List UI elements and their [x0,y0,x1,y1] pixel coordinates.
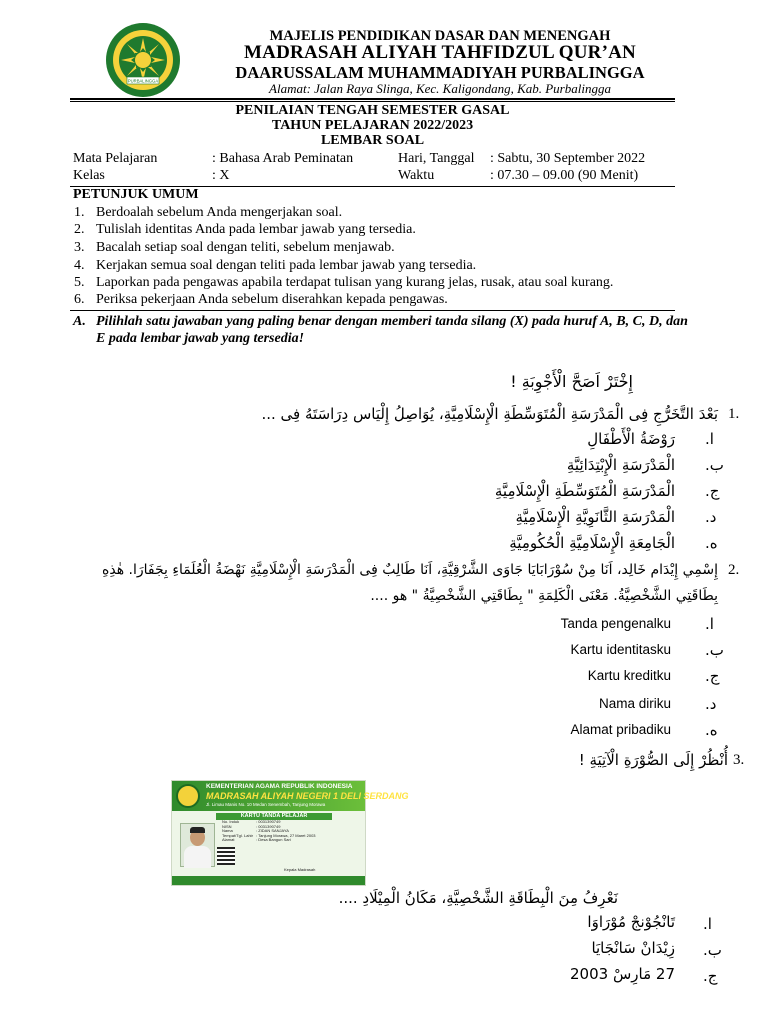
class-label: Kelas [73,168,105,183]
question-2-line-1: إِسْمِي إِيْدَام خَالِد، اَنَا مِنْ سُوْرَابَايَا جَاوَى الشَّرْقِيَّةِ، اَنَا طَالِبٌ فِى الْمَدْرَسَةِ الْإِسْلَامِيَّةِ نَهْضَةُ الْعُلَمَاءِ بِجَفَارَا. هٰذِهِ [102,562,718,578]
card-field-labels [222,820,253,843]
question-3-number: 3. [733,752,745,768]
subject-value: : Bahasa Arab Peminatan [212,151,354,166]
day-label: Hari, Tanggal [398,151,475,166]
card-field: NISN [222,823,232,829]
instruction-item [74,275,613,291]
card-address: Jl. Limau Manis No. 10 Medan Senembah, Tanjung Morawa [206,802,326,807]
question-3-question: نَعْرِفُ مِنَ الْبِطَاقَةِ الشَّخْصِيَّةِ، مَكَانُ الْمِيْلَادِ .... [338,889,618,907]
instruction-number: 5. [74,275,85,290]
q1-option-letter: د. [705,508,717,526]
exam-sheet-label: LEMBAR SOAL [320,133,425,148]
q2-option-text: Kartu identitasku [570,642,671,657]
instruction-item [74,292,448,308]
card-signature-label: Kepala Madrasah [284,867,316,872]
q1-option-text: الْمَدْرَسَةِ الثَّانَوِيَّةِ الْإِسْلَامِيَّةِ [515,508,675,526]
ministry-logo-icon [176,784,200,808]
q1-option-text: الْمَدْرَسَةِ الْمُتَوَسِّطَةِ الْإِسْلَامِيَّةِ [494,482,675,500]
q2-option-letter: ا. [705,615,714,633]
q3-option-text: زِيْدَانْ سَانْجَايَا [591,939,675,957]
card-value: : 0031390749 [256,819,281,824]
instruction-item [74,240,395,256]
q1-option-text: الْمَدْرَسَةِ الْإِبْتِدَائِيَّةِ [566,456,675,474]
q1-option-letter: ا. [705,430,714,448]
instruction-number: 3. [74,240,85,255]
card-field: Alamat [222,837,235,843]
school-logo-icon [105,22,181,98]
school-address: Alamat: Jalan Raya Slinga, Kec. Kaligondang, Kab. Purbalingga [269,81,611,96]
section-letter: A. [73,314,86,329]
question-2-line-2: بِطَاقَتِي الشَّخْصِيَّةُ. مَعْنَى الْكَلِمَةِ " بِطَاقَتِي الشَّخْصِيَّةُ " هو .... [370,588,718,604]
q2-option-letter: ج. [705,667,720,685]
q3-option-text: 27 مَارِسْ 2003 [570,965,675,983]
q2-option-text: Tanda pengenalku [560,616,671,631]
q3-option-letter: ج. [703,967,718,985]
instruction-item [74,258,476,274]
instruction-item [74,205,342,221]
question-3-text: أُنْظُرْ إِلَى الصُّوْرَةِ الْآتِيَةِ ! [578,751,728,769]
question-1-text: بَعْدَ التَّخَرُّجِ فِى الْمَدْرَسَةِ الْمُتَوَسِّطَةِ الْإِسْلَامِيَّةِ، يُوَاصِلُ إِلْيَاس دِرَاسَتَهُ فِى ... [261,405,718,423]
card-field: No. Induk [222,819,240,824]
logo-label: PURBALINGGA [127,78,159,84]
photo-cap [190,827,205,833]
instruction-text: Bacalah setiap soal dengan teliti, sebelum menjawab. [96,240,395,255]
card-school-name: MADRASAH ALIYAH NEGERI 1 DELI SERDANG [206,791,409,801]
card-value: : Tanjung Morawa, 27 Maret 2003 [256,832,316,838]
instruction-number: 6. [74,292,85,307]
time-label: Waktu [398,168,435,183]
instruction-text: Periksa pekerjaan Anda sebelum diserahkan kepada pengawas. [96,292,448,307]
exam-year: TAHUN PELAJARAN 2022/2023 [271,118,474,133]
instruction-item [74,222,416,238]
card-field: Tempat/Tgl. Lahir [222,832,253,838]
day-value: : Sabtu, 30 September 2022 [490,151,646,166]
q2-option-text: Kartu kreditku [587,668,671,683]
arabic-instruction: إِخْتَرْ اَصَحَّ الْأَجْوِبَةِ ! [510,372,633,391]
q1-option-text: الْجَامِعَةِ الْإِسْلَامِيَّةِ الْحُكُومِيَّةِ [509,534,675,552]
qr-code-icon [217,847,235,865]
card-value: : Desa Bangun Sari [256,837,291,843]
instructions-divider [70,310,675,311]
q3-option-letter: ب. [703,941,722,959]
instruction-text: Tulislah identitas Anda pada lembar jawab yang tersedia. [96,222,416,237]
header-divider-thin [70,101,675,102]
q3-option-letter: ا. [703,915,712,933]
student-id-card-image [171,780,409,886]
card-footer-band [172,876,365,885]
q1-option-letter: ج. [705,482,720,500]
student-photo [180,823,215,867]
q2-option-letter: ه. [705,721,718,739]
subject-label: Mata Pelajaran [73,151,158,166]
card-value: : 0031390749 [256,823,281,829]
q2-option-text: Nama diriku [598,696,671,711]
q3-option-text: تَانْجُوْنجْ مُوْرَاوَا [587,913,675,931]
instructions-title: PETUNJUK UMUM [73,187,199,202]
time-value: : 07.30 – 09.00 (90 Menit) [490,168,639,183]
card-field-values [256,820,316,843]
section-text: Pilihlah satu jawaban yang paling benar dengan memberi tanda silang (X) pada huruf A, B, C, D, dan E pada lembar jawab yang tersedia! [96,314,688,346]
card-ministry: KEMENTERIAN AGAMA REPUBLIK INDONESIA [206,783,353,790]
school-subname: DAARUSSALAM MUHAMMADIYAH PURBALINGGA [235,63,645,82]
instruction-text: Kerjakan semua soal dengan teliti pada lembar jawab yang tersedia. [96,258,477,273]
school-name: MADRASAH ALIYAH TAHFIDZUL QUR’AN [244,42,636,63]
instruction-number: 4. [74,258,85,273]
q2-option-letter: ب. [705,641,724,659]
section-a-instruction [70,314,690,347]
card-value: : ZIDAN SANJAYA [256,828,289,834]
q2-option-letter: د. [705,695,717,713]
card-field: Nama [222,828,233,834]
q2-option-text: Alamat pribadiku [570,722,671,737]
question-1-number: 1. [728,406,740,422]
exam-title: PENILAIAN TENGAH SEMESTER GASAL [235,103,510,118]
q1-option-letter: ه. [705,534,718,552]
instruction-text: Laporkan pada pengawas apabila terdapat tulisan yang kurang jelas, rusak, atau soal kurang. [96,275,614,290]
photo-body [184,846,211,868]
q1-option-letter: ب. [705,456,724,474]
card-title: KARTU TANDA PELAJAR [216,813,332,820]
header-line-1: MAJELIS PENDIDIKAN DASAR DAN MENENGAH [269,28,611,44]
class-value: : X [212,168,230,183]
instruction-number: 2. [74,222,85,237]
question-2-number: 2. [728,562,740,578]
q1-option-text: رَوْضَةُ الْأَطْفَالِ [587,430,675,448]
instruction-number: 1. [74,205,85,220]
header-divider [70,98,675,100]
instruction-text: Berdoalah sebelum Anda mengerjakan soal. [96,205,343,220]
